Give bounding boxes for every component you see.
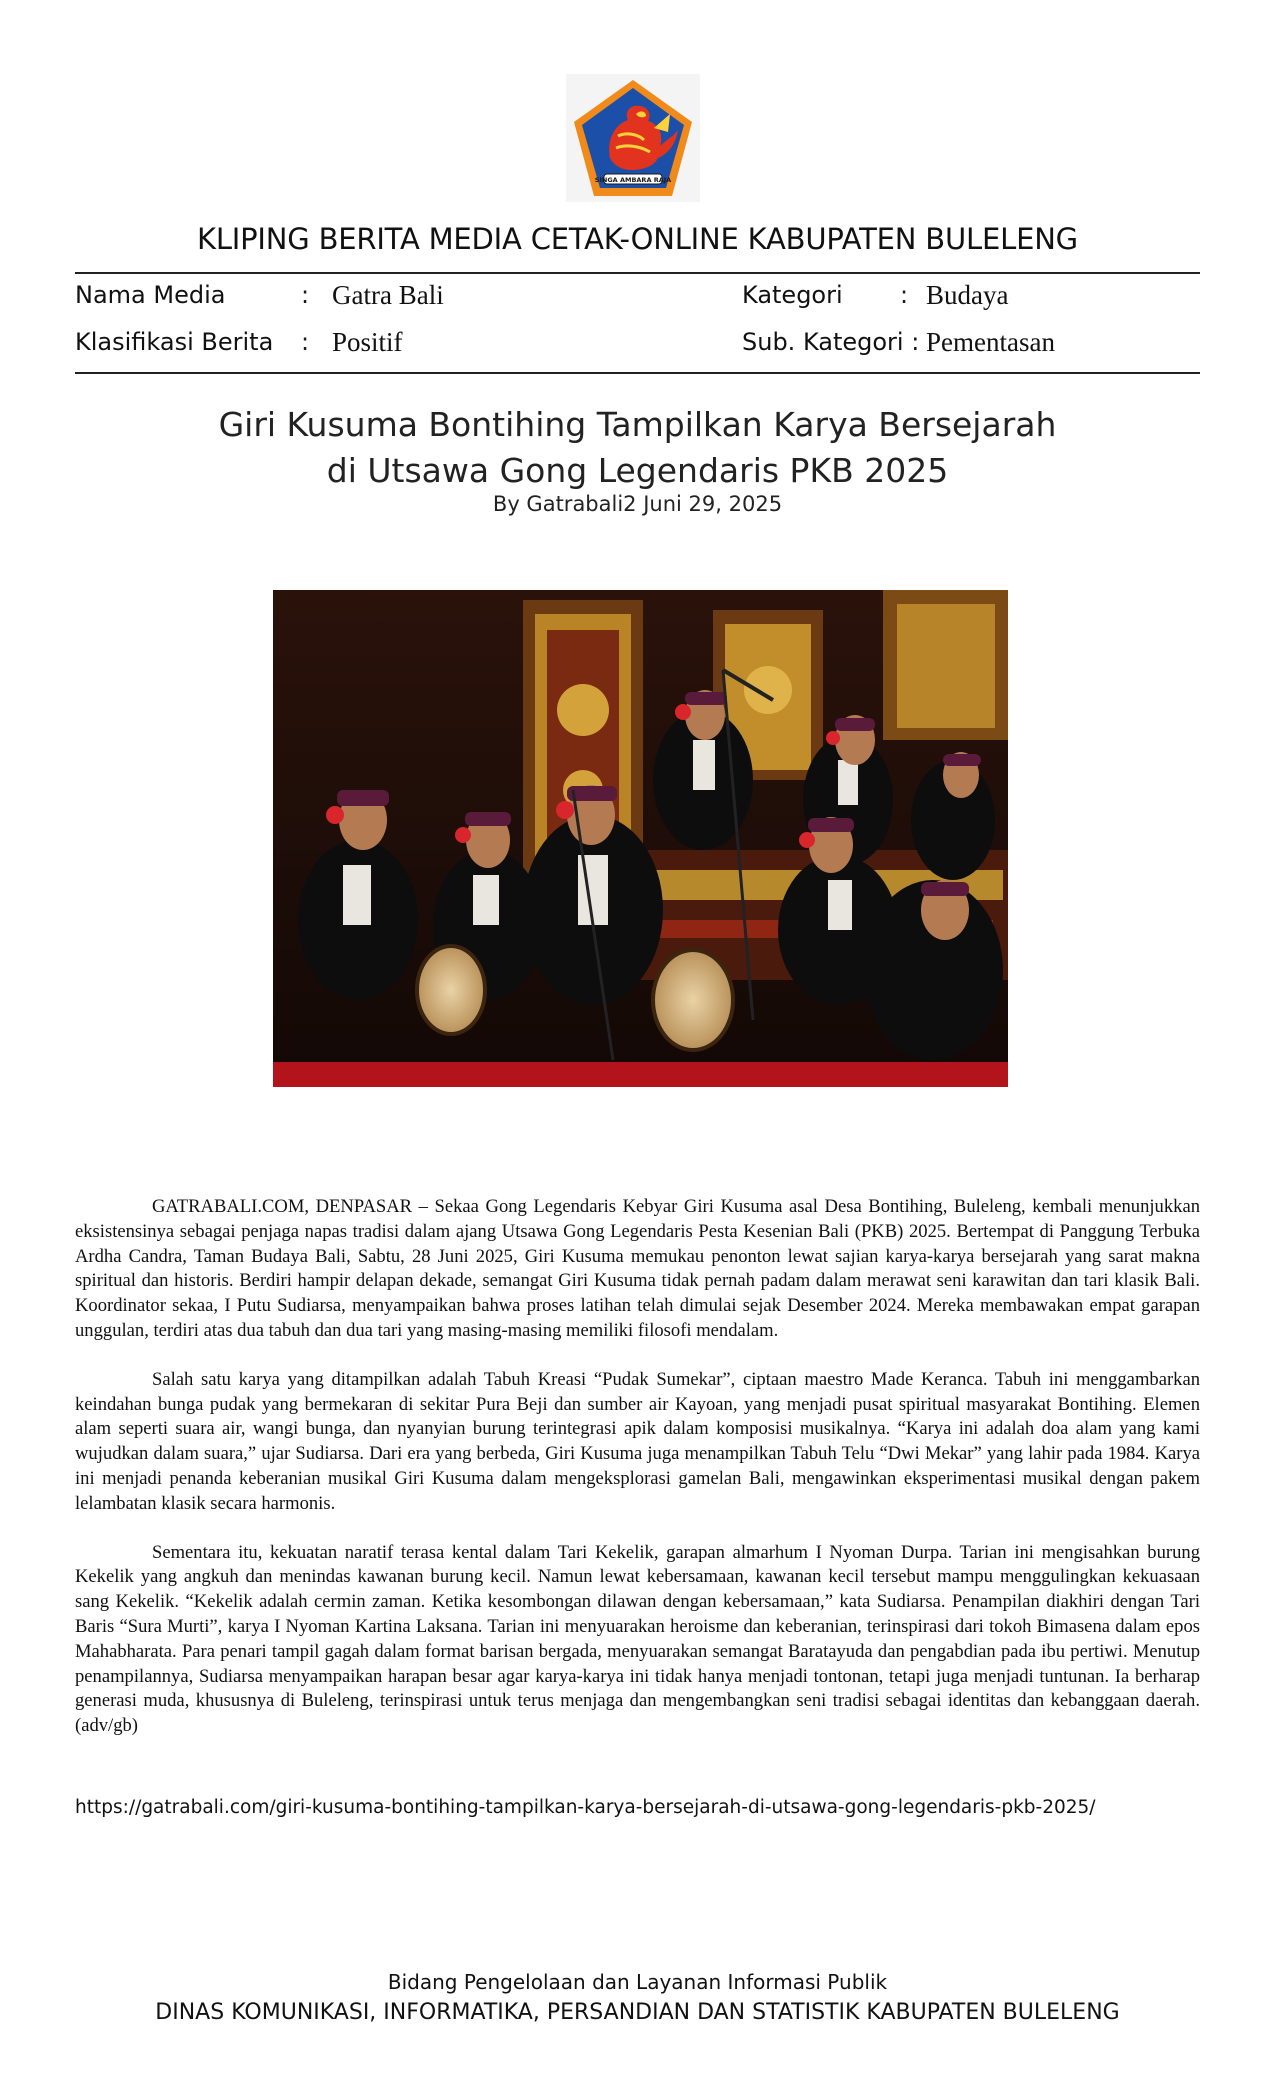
divider-top [75,272,1200,274]
classification-label: Klasifikasi Berita [75,328,274,356]
media-name-label: Nama Media [75,281,226,309]
article-photo [273,590,1008,1087]
article-paragraph-3: Sementara itu, kekuatan naratif terasa kental dalam Tari Kekelik, garapan almarhum I Nyoman Durpa. Tarian ini mengisahkan burung Kekelik yang angkuh dan menindas kawanan burung kecil. Namun lewat kebersamaan, kawanan kecil tersebut mampu menggulingkan kekuasaan sang Kekelik. “Kekelik adalah cermin zaman. Ketika kesombongan dilawan dengan kebersamaan,” kata Sudiarsa. Penampilan diakhiri dengan Tari Baris “Sura Murti”, karya I Nyoman Kartina Laksana. Tarian ini menyuarakan heroisme dan keberanian, terinspirasi dari tokoh Bimasena dalam epos Mahabharata. Para penari tampil gagah dalam format barisan bergada, menyuarakan semangat Baratayuda dan pengabdian pada ibu pertiwi. Menutup penampilannya, Sudiarsa menyampaikan harapan besar agar karya-karya ini tidak hanya menjadi tontonan, tetapi juga menjadi tuntunan. Ia berharap generasi muda, khususnya di Buleleng, terinspirasi untuk terus menjaga dan mengembangkan seni tradisi sebagai identitas dan kebanggaan daerah. (adv/gb) [75,1541,1200,1737]
logo-motto: SINGA AMBARA RAJA [594,176,672,184]
category-label: Kategori [742,281,843,309]
article-title-line-1: Giri Kusuma Bontihing Tampilkan Karya Bersejarah [218,405,1057,444]
buleleng-logo [566,74,700,202]
classification-value: Positif [332,327,403,357]
article-paragraph-2: Salah satu karya yang ditampilkan adalah Tabuh Kreasi “Pudak Sumekar”, ciptaan maestro Made Keranca. Tabuh ini menggambarkan keindahan bunga pudak yang bermekaran di sekitar Pura Beji dan sumber air Kayoan, yang menjadi pusat spiritual masyarakat Bontihing. Elemen alam seperti suara air, wangi bunga, dan nyanyian burung terintegrasi apik dalam komposisi musikalnya. “Karya ini adalah doa alam yang kami wujudkan dalam suara,” ujar Sudiarsa. Dari era yang berbeda, Giri Kusuma juga menampilkan Tabuh Telu “Dwi Mekar” yang lahir pada 1984. Karya ini menjadi penanda keberanian musikal Giri Kusuma dalam mengeksplorasi gamelan Bali, mengawinkan eksperimentasi musikal dengan pakem lelambatan klasik secara harmonis. [75,1368,1200,1514]
article-paragraph-1: GATRABALI.COM, DENPASAR – Sekaa Gong Legendaris Kebyar Giri Kusuma asal Desa Bontihing, Buleleng, kembali menunjukkan eksistensinya sebagai penjaga napas tradisi dalam ajang Utsawa Gong Legendaris Pesta Kesenian Bali (PKB) 2025. Bertempat di Panggung Terbuka Ardha Candra, Taman Budaya Bali, Sabtu, 28 Juni 2025, Giri Kusuma memukau penonton lewat sajian karya-karya bersejarah yang sarat makna spiritual dan historis. Berdiri hampir delapan dekade, semangat Giri Kusuma tidak pernah padam dalam merawat seni karawitan dan tari klasik Bali. Koordinator sekaa, I Putu Sudiarsa, menyampaikan bahwa proses latihan telah dimulai sejak Desember 2024. Mereka membawakan empat garapan unggulan, terdiri atas dua tabuh dan dua tari yang masing-masing memiliki filosofi mendalam. [75,1196,1200,1341]
article-byline: By Gatrabali2 Juni 29, 2025 [492,492,783,516]
sub-category-label: Sub. Kategori : [742,328,920,356]
article-title [0,402,1275,494]
footer-agency: DINAS KOMUNIKASI, INFORMATIKA, PERSANDIAN DAN STATISTIK KABUPATEN BULELENG [155,2000,1120,2025]
media-name-colon: : [301,281,310,309]
divider-bottom [75,372,1200,374]
clipping-header-title: KLIPING BERITA MEDIA CETAK-ONLINE KABUPATEN BULELENG [197,222,1078,256]
media-name-value: Gatra Bali [332,280,444,310]
article-title-line-2: di Utsawa Gong Legendaris PKB 2025 [326,451,949,490]
category-value: Budaya [926,280,1009,310]
category-colon: : [900,281,909,309]
footer-department: Bidang Pengelolaan dan Layanan Informasi Publik [387,1970,888,1994]
classification-colon: : [301,328,310,356]
sub-category-value: Pementasan [926,327,1055,357]
article-body [75,1195,1200,1763]
source-url: https://gatrabali.com/giri-kusuma-bontihing-tampilkan-karya-bersejarah-di-utsawa-gong-legendaris-pkb-2025/ [75,1797,1096,1818]
